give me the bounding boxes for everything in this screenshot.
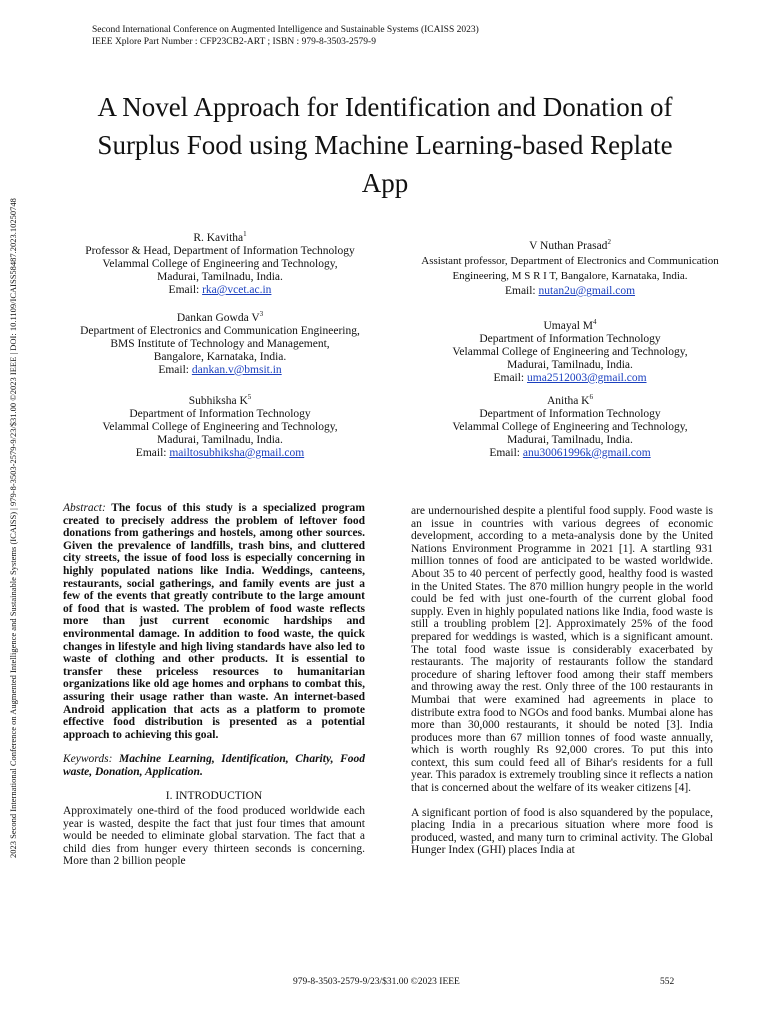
author-name: Anitha $K^6$ xyxy=(547,393,593,407)
affiliation-line: Professor & Head, Department of Information Technology xyxy=(85,244,355,257)
keywords xyxy=(63,753,365,778)
intro-paragraph-2: A significant portion of food is also squandered by the populace, placing India in a precarious situation where more food is produced, wasted, and many turn to criminal activity. The Global Hunger Index (GHI) places India at xyxy=(411,806,713,857)
affiliation-line: BMS Institute of Technology and Management, xyxy=(110,337,330,350)
email-line: Email: rka@vcet.ac.in xyxy=(168,283,272,296)
author-block-4 xyxy=(420,316,720,385)
keywords-label: Keywords: xyxy=(63,753,113,766)
affiliation-line: Department of Information Technology xyxy=(129,407,311,420)
email-link[interactable]: nutan2u@gmail.com xyxy=(538,284,636,297)
author-name: Umayal $M^4$ xyxy=(543,318,597,332)
affiliation-line: Assistant professor, Department of Electronics and Communication xyxy=(421,254,719,267)
affiliation-line: Velammal College of Engineering and Technology, xyxy=(102,257,338,270)
author-block-1 xyxy=(70,228,370,297)
sidebar-citation: 2023 Second International Conference on Augmented Intelligence and Sustainable Systems (ICAISS) | 979-8-3503-2579-9/23/$31.00 ©2023 IEEE | DOI: 10.1109/ICAISS58487.2023.10250748 xyxy=(8,198,18,858)
abstract xyxy=(63,502,365,741)
intro-paragraph-continued: are undernourished despite a plentiful food supply. Food waste is an issue in countries with various degrees of economic development, according to a meta-analysis done by the United Nations Environment Programme in 2021 [1]. A startling 931 million tonnes of food are anticipated to be wasted worldwide. About 35 to 40 percent of perfectly good, healthy food is wasted in the United States. The 870 million hungry people in the world could be fed with just one-fourth of the current global food supply. Even in highly populated nations like India, food waste is still a troubling problem [2]. Approximately 25% of the food prepared for weddings is wasted, which is a significant amount. The total food waste issue is considerably exacerbated by restaurants. The majority of restaurants follow the standard procedure of sharing leftover food among their staff members and throwing away the rest. Only three of the 100 restaurants in Mumbai that were examined had agreements in place to distribute extra food to NGOs and food banks. Mumbai alone has more than 30,000 restaurants, it should be noted [3]. India produces more than 67 million tonnes of food waste annually, which is worth roughly Rs 92,000 crores. To put this into context, this sum could feed all of Bihar's residents for a full year. This paradox is extremely troubling since it reflects a nation that is concerned about the welfare of its weaker citizens [4]. xyxy=(411,505,713,795)
email-link[interactable]: mailtosubhiksha@gmail.com xyxy=(169,446,305,459)
left-column xyxy=(63,502,365,868)
paper-title: A Novel Approach for Identification and Donation of Surplus Food using Machine Learning-based Replate App xyxy=(97,92,673,198)
affiliation-line: Department of Electronics and Communication Engineering, xyxy=(80,324,360,337)
author-block-5 xyxy=(70,391,370,460)
author-block-2 xyxy=(400,235,740,299)
affiliation-line: Madurai, Tamilnadu, India. xyxy=(157,270,283,283)
email-line: Email: uma2512003@gmail.com xyxy=(493,371,647,384)
keywords-text: Machine Learning, Identification, Charity, Food waste, Donation, Application. xyxy=(63,753,365,778)
email-line: Email: nutan2u@gmail.com xyxy=(504,284,636,297)
affiliation-line: Madurai, Tamilnadu, India. xyxy=(507,358,633,371)
conference-header xyxy=(92,25,479,48)
email-line: Email: dankan.v@bmsit.in xyxy=(158,363,282,376)
email-link[interactable]: anu30061996k@gmail.com xyxy=(522,446,651,459)
email-link[interactable]: uma2512003@gmail.com xyxy=(527,371,647,384)
affiliation-line: Bangalore, Karnataka, India. xyxy=(153,350,287,363)
abstract-text: The focus of this study is a specialized program created to precisely address the problem of leftover food donations from gatherings and hostels, among other sources. Given the prevalence of landfills, trash bins, and cluttered city streets, the issue of food loss is especially concerning in highly populated nations like India. Weddings, canteens, restaurants, social gatherings, and family events are just a few of the events that greatly contribute to the large amount of food that is wasted. The problem of food waste reflects more than just current economic hardships and environmental damage. In addition to food waste, the quick changes in lifestyle and high living standards have also led to waste of clothing and other products. It is essential to transfer these priceless resources to humanitarian organizations like old age homes and orphans to combat this, assuring their usage rather than waste. An internet-based Android application that acts as a platform to promote effective food distribution is presented as a potential approach to achieving this goal. xyxy=(63,502,365,741)
author-name: R. Kavitha$^1$ xyxy=(193,230,247,244)
page-number: 552 xyxy=(660,977,675,987)
email-link[interactable]: dankan.v@bmsit.in xyxy=(191,363,282,376)
right-column xyxy=(411,505,713,857)
affiliation-line: Department of Information Technology xyxy=(479,332,661,345)
conference-name: Second International Conference on Augmented Intelligence and Sustainable Systems (ICAISS 2023) xyxy=(92,25,479,35)
author-name: Dankan Gowda $V^3$ xyxy=(176,310,264,324)
author-block-3 xyxy=(55,308,385,377)
isbn-line: IEEE Xplore Part Number : CFP23CB2-ART ; ISBN : 979-8-3503-2579-9 xyxy=(92,36,376,47)
email-line: Email: mailtosubhiksha@gmail.com xyxy=(135,446,305,459)
email-link[interactable]: rka@vcet.ac.in xyxy=(202,283,272,296)
affiliation-line: Velammal College of Engineering and Technology, xyxy=(452,420,688,433)
affiliation-line: Madurai, Tamilnadu, India. xyxy=(157,433,283,446)
section-heading-introduction: I. INTRODUCTION xyxy=(165,790,263,803)
author-name: Subhiksha $K^5$ xyxy=(188,393,252,407)
affiliation-line: Madurai, Tamilnadu, India. xyxy=(507,433,633,446)
affiliation-line: Velammal College of Engineering and Technology, xyxy=(452,345,688,358)
intro-paragraph: Approximately one-third of the food produced worldwide each year is wasted, despite the fact that just four times that amount would be needed to eliminate global starvation. The fact that a child dies from hunger every thirteen seconds is concerning. More than 2 billion people xyxy=(63,805,365,868)
abstract-label: Abstract: xyxy=(63,502,106,514)
affiliation-line: Velammal College of Engineering and Technology, xyxy=(102,420,338,433)
author-name: V Nuthan Prasad$^2$ xyxy=(529,238,611,252)
affiliation-line: Department of Information Technology xyxy=(479,407,661,420)
email-line: Email: anu30061996k@gmail.com xyxy=(489,446,651,459)
footer-copyright: 979-8-3503-2579-9/23/$31.00 ©2023 IEEE xyxy=(293,977,460,987)
author-block-6 xyxy=(420,391,720,460)
affiliation-line: Engineering, M S R I T, Bangalore, Karnataka, India. xyxy=(452,269,688,282)
